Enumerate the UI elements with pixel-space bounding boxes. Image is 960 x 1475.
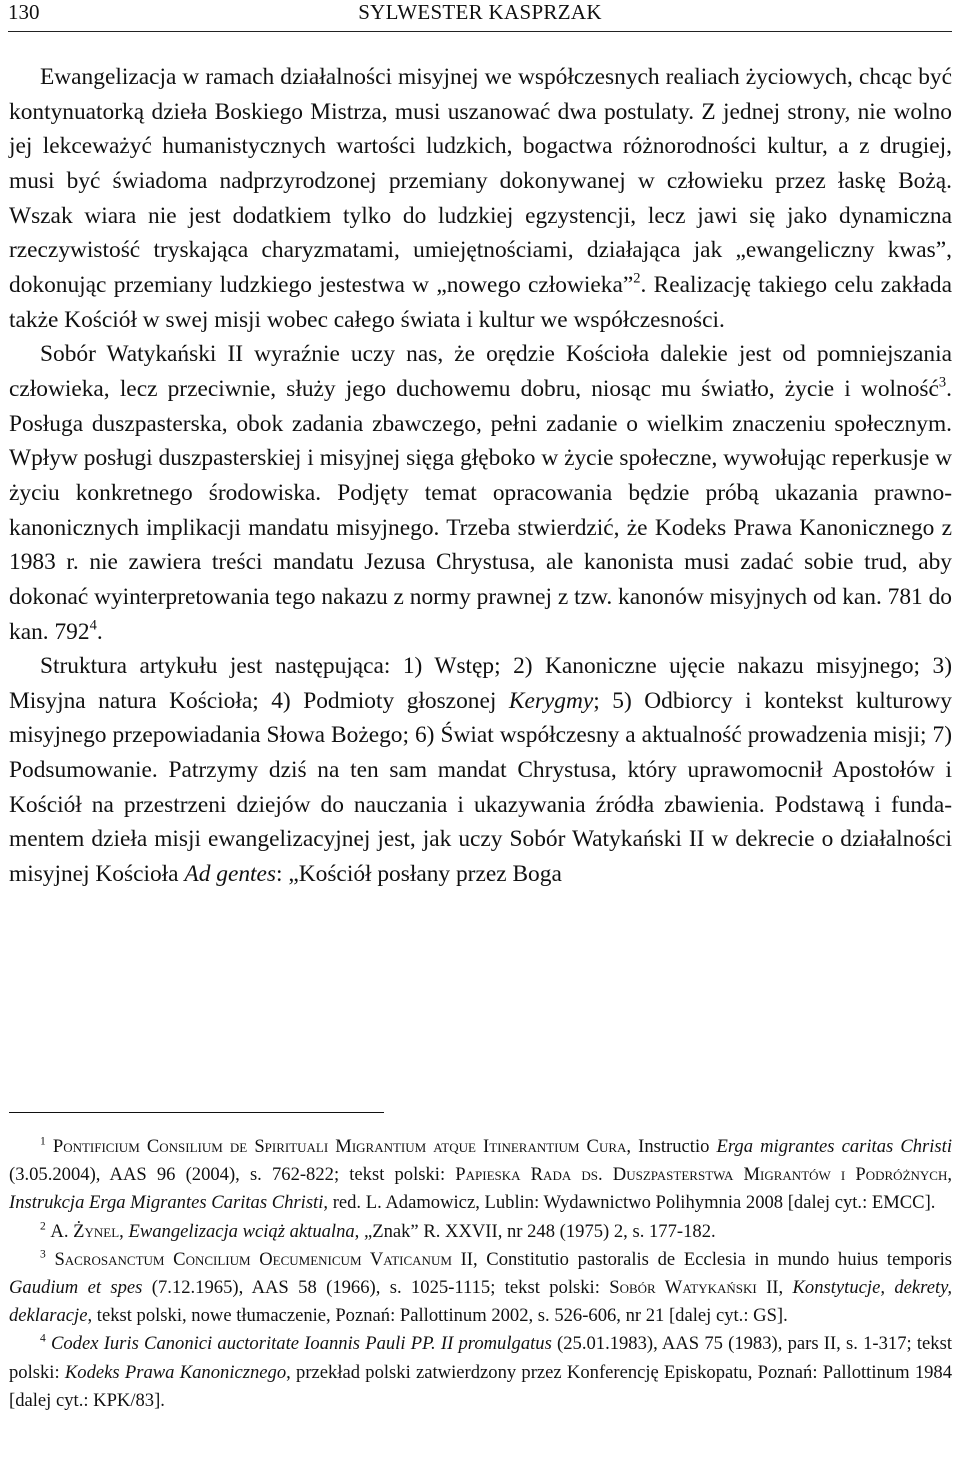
main-text — [9, 60, 952, 892]
footnote-ref-2[interactable]: 2 — [633, 270, 641, 287]
page-number: 130 — [8, 0, 40, 24]
running-header — [8, 0, 952, 26]
footnote-2: $^2$ A. Żynel, Ewangelizacja wciąż aktualna, „Znak” R. XXVII, nr 248 (1975) 2, s. 177-182. — [40, 1220, 716, 1242]
running-title: SYLWESTER KASPRZAK — [358, 0, 602, 24]
footnote-separator — [9, 1112, 384, 1113]
footnote-number: 1 — [40, 1135, 46, 1148]
paragraph-3: Struktura artykułu jest następująca: 1) Wstęp; 2) Kanoniczne ujęcie nakazu misyjnego; 3) Misyjna natura Kościoła; 4) Podmioty głoszonej Kerygmy; 5) Odbiorcy i kontekst kulturowy misyjnego przepowiadania Słowa Bożego; 6) Świat współczesny a aktualność prowadzenia misji; 7) Podsumowanie. Patrzymy dziś na ten sam mandat Chrystusa, który uprawomocnił Apostołów i Kościół na przestrzeni dziejów do nauczania i ukazywania źródła zbawienia. Podstawą i fundamentem dzieła misji ewangelizacyjnej jest, jak uczy Sobór Watykański II w dekrecie o działalności misyjnej Kościoła Ad gentes: „Kościół posłany przez Boga — [9, 653, 952, 888]
header-rule — [8, 31, 952, 32]
footnote-number: 4 — [40, 1332, 46, 1345]
footnote-4: $^4$ Codex Iuris Canonici auctoritate Ioannis Pauli PP. II promulgatus (25.01.1983), AAS 75 (1983), pars II, s. 1-317; tekst polski: Kodeks Prawa Kanonicznego, przekład polski zatwierdzony przez Konferencję Episkopatu, Poznań: Pallottinum 1984 [dalej cyt.: KPK/83]. — [9, 1332, 953, 1411]
paragraph-1: Ewangelizacja w ramach działalności misyjnej we współczesnych realiach życiowych, chcąc być kontynuatorką dzieła Boskiego Mistrza, musi uszanować dwa postulaty. Z jednej strony, nie wolno jej lekceważyć humanistycznych wartości ludzkich, bogactwa różnorodności kultur, a z drugiej, musi być świadoma nadprzyrodzonej przemiany dokonywanej w człowieku przez łaskę Bożą. Wszak wiara nie jest dodatkiem tylko do ludzkiej egzystencji, lecz jawi się jako dynamiczna rzeczywistość tryskająca charyzmatami, umiejętnościami, działająca jak „ewangeliczny kwas”, dokonując przemiany ludzkiego jestestwa w „nowego człowieka”$^2$. Realizację takiego celu zakłada także Kościół w swej misji wobec całego świata i kultur we współczesności. — [9, 64, 952, 333]
footnote-ref-4[interactable]: 4 — [89, 617, 97, 634]
footnote-number: 2 — [40, 1220, 46, 1233]
paragraph-2: Sobór Watykański II wyraźnie uczy nas, że orędzie Kościoła dalekie jest od pomniejszania człowieka, lecz przeciwnie, służy jego duchowemu dobru, niosąc mu światło, życie i wolność$^3$. Posługa duszpasterska, obok zadania zbawczego, pełni zadanie o wielkim znaczeniu społecznym. Wpływ posługi duszpasterskiej i misyjnej sięga głęboko w życie społeczne, wywołując reperkusje w życiu konkretnego środowiska. Podjęty temat opracowania będzie próbą ukazania prawnokanonicznych implikacji mandatu misyjnego. Trzeba stwierdzić, że Kodeks Prawa Kanonicznego z 1983 r. nie zawiera treści mandatu Jezusa Chrystusa, ale kanonista musi zadać sobie trud, aby dokonać wyinterpretowania tego nakazu z normy prawnej z tzw. kanonów misyjnych od kan. 781 do kan. $792^4$. — [9, 341, 952, 645]
footnote-ref-3[interactable]: 3 — [938, 374, 947, 391]
footnote-3: $^3$ Sacrosanctum Concilium Oecumenicum Vaticanum II, Constitutio pastoralis de Ecclesia in mundo huius temporis Gaudium et spes (7.12.1965), AAS 58 (1966), s. 1025-1115; tekst polski: Sobór Watykański II, Konstytucje, dekrety, deklaracje, tekst polski, nowe tłumaczenie, Poznań: Pallottinum 2002, s. 526-606, nr 21 [dalej cyt.: GS]. — [9, 1248, 952, 1327]
footnotes — [9, 1133, 952, 1415]
footnote-1: $^1$ Pontificium Consilium de Spirituali Migrantium atque Itinerantium Cura, Instructio Erga migrantes caritas Christi (3.05.2004), AAS 96 (2004), s. 762-822; tekst polski: Papieska Rada ds. Duszpasterstwa Migrantów i Podróżnych, Instrukcja Erga Migrantes Caritas Christi, red. L. Adamowicz, Lublin: Wydawnictwo Polihymnia 2008 [dalej cyt.: EMCC]. — [9, 1135, 953, 1214]
footnote-number: 3 — [40, 1248, 46, 1261]
